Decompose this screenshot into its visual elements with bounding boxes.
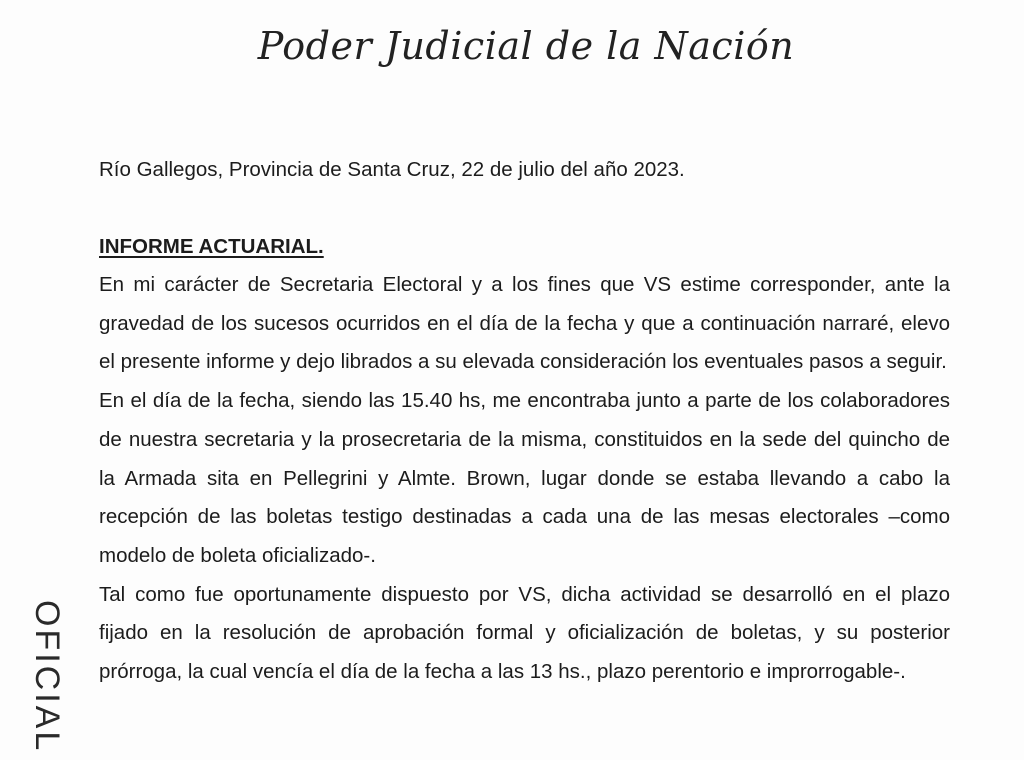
report-heading: INFORME ACTUARIAL. (99, 235, 324, 258)
date-line: Río Gallegos, Provincia de Santa Cruz, 22 de julio del año 2023. (99, 158, 685, 181)
paragraph: En el día de la fecha, siendo las 15.40 hs, me encontraba junto a parte de los colaboradores de nuestra secretaria y la prosecretaria de la misma, constituidos en la sede del quincho de la Armada sita en Pellegrini y Almte. Brown, lugar donde se estaba llevando a cabo la recepción de las boletas testigo destinadas a cada una de las mesas electorales –como modelo de boleta oficializado-. (99, 389, 950, 567)
letterhead-title: Poder Judicial de la Nación (257, 24, 795, 68)
report-body (99, 266, 950, 692)
paragraph: Tal como fue oportunamente dispuesto por VS, dicha actividad se desarrolló en el plazo fijado en la resolución de aprobación formal y oficialización de boletas, y su posterior prórroga, la cual vencía el día de la fecha a las 13 hs., plazo perentorio e improrrogable-. (99, 582, 950, 684)
watermark-text: OFICIAL (28, 600, 66, 754)
paragraph: En mi carácter de Secretaria Electoral y a los fines que VS estime corresponder, ante la gravedad de los sucesos ocurridos en el día de la fecha y que a continuación narraré, elevo el presente informe y dejo librados a su elevada consideración los eventuales pasos a seguir. (99, 273, 950, 374)
oficial-watermark (22, 600, 68, 780)
